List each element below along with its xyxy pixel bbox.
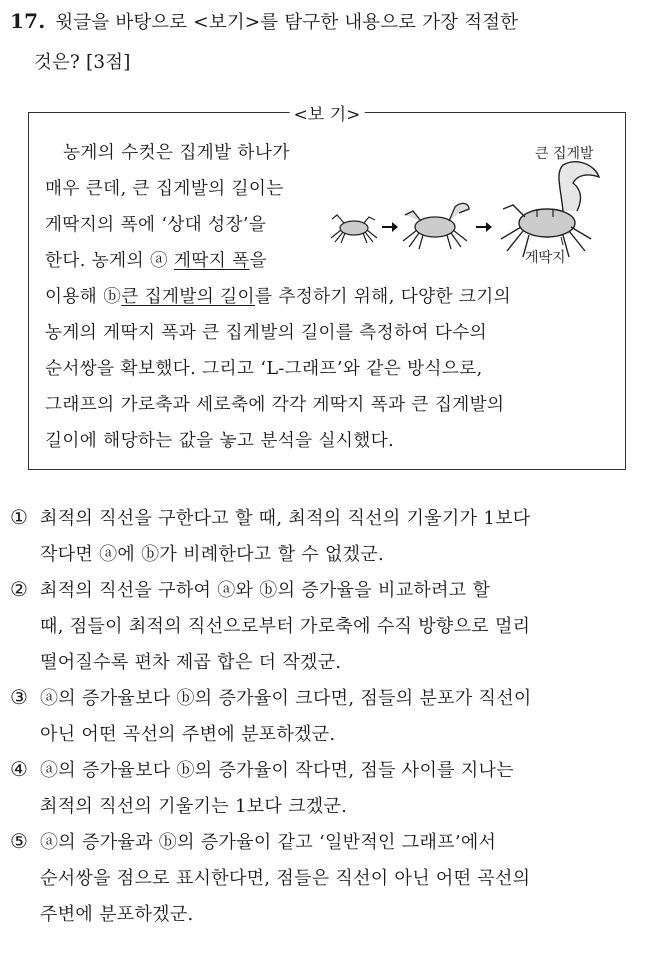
choice-2-line-2: 때, 점들이 최적의 직선으로부터 가로축에 수직 방향으로 멀리 — [40, 616, 531, 637]
choice-1-line-1: 최적의 직선을 구한다고 할 때, 최적의 직선의 기울기가 1보다 — [40, 508, 531, 529]
marker-a: ⓐ — [149, 251, 168, 271]
question-stem-line1 — [10, 8, 518, 34]
bogi-line-4-post: 을 — [249, 251, 267, 271]
choice-1-line-2: 작다면 ⓐ에 ⓑ가 비례한다고 할 수 없겠군. — [40, 544, 385, 565]
choice-5[interactable] — [10, 828, 496, 854]
choice-5-mark: ⑤ — [10, 829, 29, 853]
choice-3-line-1: ⓐ의 증가율보다 ⓑ의 증가율이 크다면, 점들의 분포가 직선이 — [40, 688, 532, 709]
underlined-term-b: 큰 집게발의 길이 — [121, 287, 255, 307]
figure-label-shell: 게딱지 — [525, 250, 566, 266]
choice-3-mark: ③ — [10, 685, 29, 709]
choice-2-mark: ② — [10, 577, 29, 601]
bogi-line-5-post: 를 추정하기 위해, 다양한 크기의 — [254, 287, 512, 307]
crab-small-icon — [327, 211, 381, 245]
bogi-line-7: 순서쌍을 확보했다. 그리고 ‘L-그래프’와 같은 방식으로, — [45, 359, 483, 379]
choice-2-line-3: 떨어질수록 편차 제곱 합은 더 작겠군. — [40, 652, 342, 673]
bogi-line-8: 그래프의 가로축과 세로축에 각각 게딱지 폭과 큰 집게발의 — [45, 395, 505, 415]
choice-5-line-3: 주변에 분포하겠군. — [40, 904, 194, 925]
underlined-term-a: 게딱지 폭 — [173, 251, 250, 271]
bogi-line-3: 게딱지의 폭에 ‘상대 성장’을 — [45, 215, 267, 235]
choice-2[interactable] — [10, 576, 490, 602]
bogi-line-9: 길이에 해당하는 값을 놓고 분석을 실시했다. — [45, 431, 395, 451]
choice-1-mark: ① — [10, 505, 29, 529]
choice-4[interactable] — [10, 756, 514, 782]
choice-5-line-2: 순서쌍을 점으로 표시한다면, 점들은 직선이 아닌 어떤 곡선의 — [40, 868, 531, 889]
bogi-line-5-pre: 이용해 — [45, 287, 104, 307]
bogi-line-4-pre: 한다. 농게의 — [45, 251, 150, 271]
bogi-title: <보 기> — [290, 100, 365, 125]
choice-1[interactable] — [10, 504, 530, 530]
bogi-line-5 — [45, 283, 511, 308]
marker-b: ⓑ — [103, 287, 122, 307]
choice-5-line-1: ⓐ의 증가율과 ⓑ의 증가율이 같고 ‘일반적인 그래프’에서 — [40, 832, 497, 853]
question-stem-line2: 것은? [3점] — [34, 52, 131, 73]
choice-3-line-2: 아닌 어떤 곡선의 주변에 분포하겠군. — [40, 724, 336, 745]
crab-large-icon — [491, 159, 611, 259]
bogi-line-1: 농게의 수컷은 집게발 하나가 — [63, 143, 290, 163]
figure-label-claw: 큰 집게발 — [535, 146, 594, 162]
bogi-line-2: 매우 큰데, 큰 집게발의 길이는 — [45, 179, 284, 199]
crab-medium-icon — [397, 197, 475, 251]
choice-3[interactable] — [10, 684, 532, 710]
bogi-box — [28, 105, 626, 470]
choice-2-line-1: 최적의 직선을 구하여 ⓐ와 ⓑ의 증가율을 비교하려고 할 — [40, 580, 491, 601]
question-number: 17. — [10, 9, 46, 33]
bogi-line-6: 농게의 게딱지 폭과 큰 집게발의 길이를 측정하여 다수의 — [45, 323, 488, 343]
bogi-line-4 — [45, 247, 267, 272]
choice-4-mark: ④ — [10, 757, 29, 781]
choice-4-line-1: ⓐ의 증가율보다 ⓑ의 증가율이 작다면, 점들 사이를 지나는 — [40, 760, 514, 781]
choice-4-line-2: 최적의 직선의 기울기는 1보다 크겠군. — [40, 796, 348, 817]
question-stem-text: 윗글을 바탕으로 <보기>를 탐구한 내용으로 가장 적절한 — [55, 12, 519, 33]
